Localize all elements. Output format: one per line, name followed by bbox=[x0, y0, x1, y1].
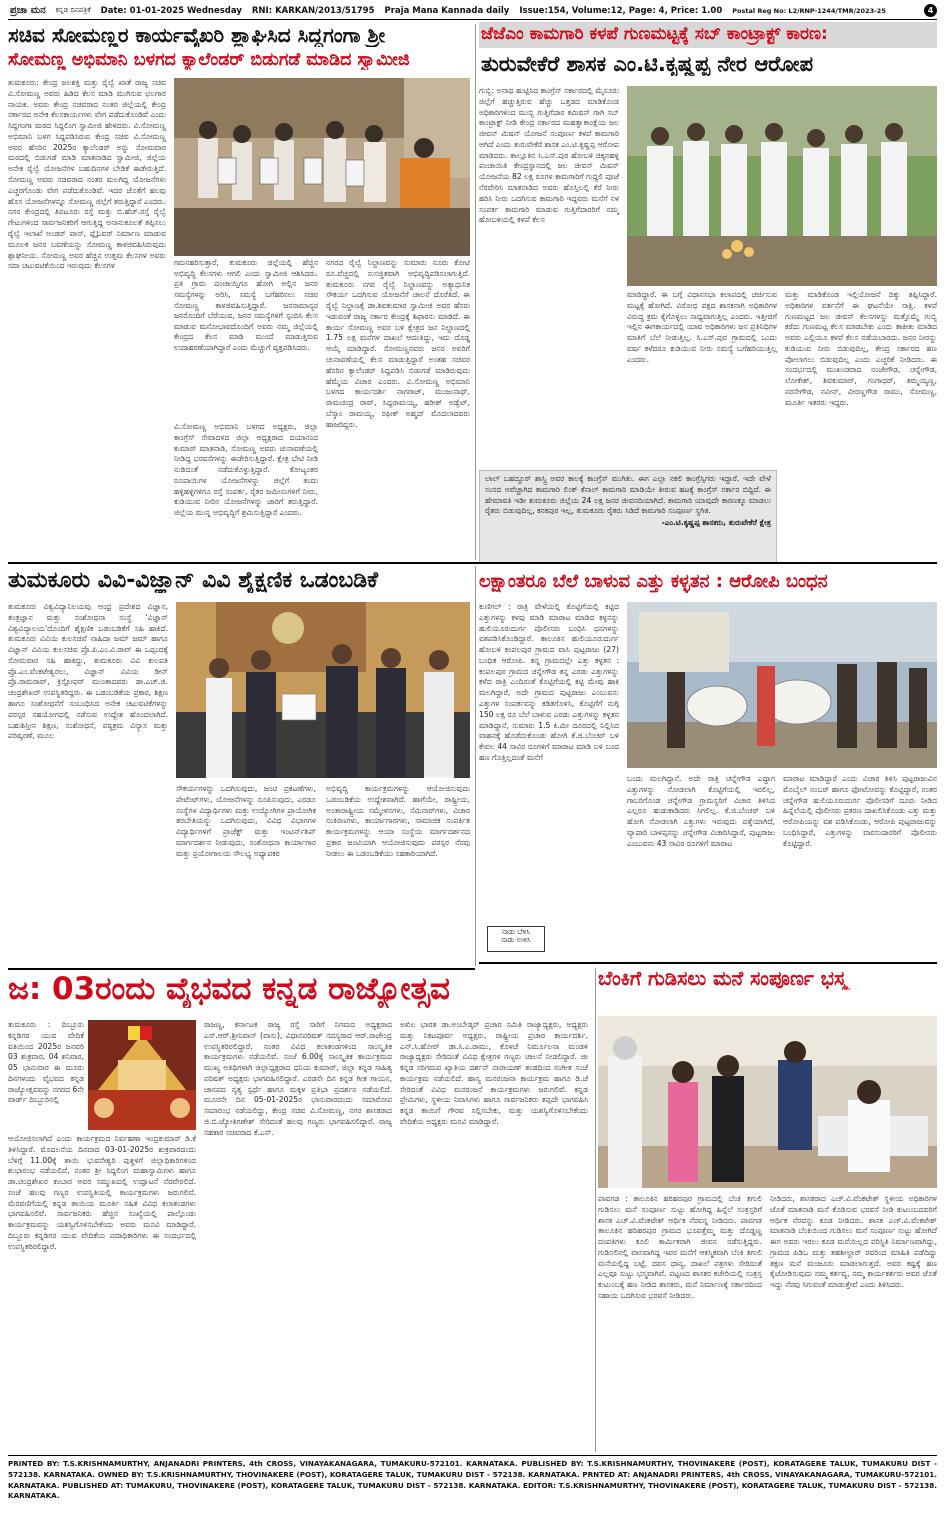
photo-caption: ಗಮನಹರಿಸುತ್ತಾರೆ, ತುಮಕೂರು ಜಿಲ್ಲೆಯಲ್ಲಿ ಹೆಚ್ಚಿನ ಅಭಿವೃದ್ಧಿ ಕೆಲಸಗಳು ಆಗಲಿ ಎಂದು ಸ್ವಾಮೀಜಿ ಆಶಿಸಿದರು. ಪ್ರತಿ ಗ್ರಾಮ ಪಂಚಾಯ್ತಿಗೂ ಹೋಗಿ ಅಲ್ಲಿನ ಜನರ ಸಮಸ್ಯೆಗಳನ್ನು ಅರಿಸಿ, ಸಮಸ್ಯೆ ಬಗೆಹರಿಸಲು ಸಚಿವ ಸೋಮಣ್ಣ ಕಾಳಜಿವಹಿಸುತ್ತಿದ್ದಾರೆ. ಜನಸಾಮಾನ್ಯರ ಜನರೊಂದಿಗೆ ಬೆರೆಯುವ, ಜನರ ಸಮಸ್ಯೆಗಳಿಗೆ ಸ್ಪಂದಿಸಿ ಕೆಲಸ ಮಾಡುವ ಮನೋಭಾವದೊಂದಿಗೆ ಅವರು ನಮ್ಮ ಜಿಲ್ಲೆಯಲ್ಲಿ ಕೇಂದ್ರದ ಕೆಲಸ ಮಾಡಿ ಮುಂದೆ ಮಾಡುತ್ತಿರುವ ಉದಾಹರಣೆಯಾಗಿದ್ದಾರೆ ಎಂದು ಮೆಚ್ಚುಗೆ ವ್ಯಕ್ತಪಡಿಸಿದರು. bbox=[174, 258, 318, 353]
story-column: ನಗರದ ರೈಲ್ವೆ ನಿಲ್ದಾಣವನ್ನು ಸುಮಾರು ನೂರು ಕೋಟಿ ರೂ.ವೆಚ್ಚದಲ್ಲಿ ಸುಸಜ್ಜಿತವಾಗಿ ಅಭಿವೃದ್ಧಿಪಡಿಸಲಾಗುತ್ತಿದೆ. ತುಮಕೂರು ನಗರ ರೈಲ್ವೆ ನಿಲ್ದಾಣವನ್ನು ಅತ್ಯಾಧುನಿಕ ಸೌಕರ್ಯ ಒದಗಿಸುವ ಯೋಜನೆಗೆ ಚಾಲನೆ ದೊರೆತಿದೆ. ಈ ರೈಲ್ವೆ ನಿಲ್ದಾಣಕ್ಕೆ ಡಾ.ಶಿವಕುಮಾರ ಸ್ವಾಮೀಜಿ ಅವರ ಹೆಸರು ಇಡುವಂತೆ ರಾಜ್ಯ ಸರ್ಕಾರ ಕೇಂದ್ರಕ್ಕೆ ಶಿಫಾರಸು ಮಾಡಿದೆ. ಈ ಕಾರ್ಯ ಸೋಮಣ್ಣ ಅವರ ಬಳಿ ಕ್ಷೇತ್ರದ ಜನ ನಿಲ್ದಾಣದಲ್ಲಿ 1.75 ಲಕ್ಷ ಮನೆಗಳ ದಾಖಲೆ ಆದಂತಿದ್ದು, ಇದು ದೊಡ್ಡ ಆಯ್ಕೆ ಮಾಡಿದ್ದಾರೆ. ಸೋಮಣ್ಣನವರು ಜನರ ಅವರಿಗೆ ಚುನಾವಣೆಯಲ್ಲಿ ಕೆಲಸ ಮಾಡುತ್ತಿದ್ದಾರೆ ಅಂತಹ ಸಚಿವರ ಹೆಸರಿನ ಕ್ಯಾಲೆಂಡರ್ ಸಿದ್ದಪಡಿಸಿ ಬಿಡುಗಡೆ ಮಾಡಿರುವುದು ಹೆಮ್ಮೆಯ ವಿಚಾರ ಎಂದರು. ವಿ.ಸೋಮಣ್ಣ ಅಭಿಮಾನಿ ಬಳಗದ ಕಾರ್ಯದರ್ಶಿ ನಾಗರಾಜ್, ಮಂಜುನಾಥ್, ರಾಮಚಂದ್ರ ರಾವ್, ಸಿದ್ದರಾಮಯ್ಯ, ಹರೀಶ್ ಅಡ್ವೆಟ್, ಬೆಸ್ಕಾಂ ರಾಮಯ್ಯ, ರಫೀಕ್ ಅಹ್ಮದ್ ಮೊದಲಾದವರು ಹಾಜರಿದ್ದರು. bbox=[326, 258, 470, 429]
slogan-box bbox=[487, 926, 545, 952]
story-somanna-calendar bbox=[8, 22, 470, 560]
column-divider bbox=[475, 24, 476, 560]
mou-signing-photo bbox=[176, 602, 470, 778]
story-column: ಸೌಕರ್ಯಗಳನ್ನು ಒದಗಿಸುವುದು, ಜಂಟಿ ಪ್ರಕಟಣೆಗಳು, ಪೇಟೆಂಟ್‌ಗಳು, ಯೋಜನೆಗಳನ್ನು ರೂಪಿಸುವುದು, ಎರಡೂ ಸಂಸ್ಥೆಗಳ ವಿದ್ಯಾರ್ಥಿಗಳು ಮತ್ತು ಉದ್ಯೋಗಿಗಳ ಪ್ರಾಯೋಗಿಕ ತರಬೇತಿಯನ್ನು ಒದಗಿಸುವುದು, ವಿವಿಧ ವಿಭಾಗಗಳ ವಿದ್ಯಾರ್ಥಿಗಳಿಗೆ ಪ್ರಾಜೆಕ್ಟ್ ಮತ್ತು ಇಂಟರ್ನ್‌ಶಿಪ್ ಮಾರ್ಗದರ್ಶನ ನೀಡುವುದು, ಸಂಶೋಧನಾ ಕಾರ್ಯಾಗಾರ ಮತ್ತು ಪ್ರಯೋಗಾಲಯ ಸೌಲಭ್ಯ ಅಧ್ಯಾಪಕರ bbox=[176, 784, 316, 858]
hut-fire-relief-photo bbox=[598, 1016, 937, 1188]
quote-text: ಲಾಲ್ ಬಹದ್ದೂರ್ ಶಾಸ್ತ್ರಿ ಅವರ ಕಾಲಕ್ಕೆ ಕಾಂಗ್ರೆಸ್ ಮುಗಿತು. ಈಗ ಎಲ್ಲಾ ನಕಲಿ ಕಾಂಗ್ರೆಸ್ಸಿಗರು ಇದ್ದಾರೆ. ಇದೇ ವೇಳೆ ಸಂಸದ ಅವೆಚ್ಚಾಗಿದ ಕಾಮಗಾರಿ ಲಿಂಕ್ ಕೆನಾಲ್ ಕಾಮಗಾರಿ ಮಾಡಿಯೇ ತೀರುವ ಹಟಕ್ಕೆ ಕಾಂಗ್ರೆಸ್ ಸರ್ಕಾರ ಬಿದ್ದಿದೆ. ಈ ಹೇಮಾವತಿ ಇಡೀ ತುಮಕೂರು ಜಿಲ್ಲೆಯ 24 ಲಕ್ಷ ಜನರ ಜೀವನದಿಯಾಗಿದೆ. ಕಾಮಗಾರಿ ಯಾವುದೇ ಕಾರಣಕ್ಕೂ ಮಾಡಲು ರೈತರು ಬಿಡುವುದಿಲ್ಲ, ಕನಕಪುರ ಇಲ್ಲ, ತುಮಕೂರು ರೈತರು ಸಿಡಿದೆ ಕಾಮಗಾರಿ ಸಂಪೂರ್ಣ ಸ್ಥಗಿತ. bbox=[485, 474, 771, 516]
story-column: ನೀಡಿದರು, ಶಾಸಕರಾದ ಎಚ್.ವಿ.ವೆಂಕಟೇಶ್ ಸ್ಥಳೀಯ ಅಧಿಕಾರಿಗಳ ಜೊತೆ ಮಾತನಾಡಿ ಮನೆ ಕೊಡಿಸುವ ಭರವಸೆ ನೀಡಿ ಕುಟುಂಬದವರಿಗೆ ಆರ್ಥಿಕ ನೆರವನ್ನು ಕೂಡ ನೀಡಿದರು. ಶಾಸಕ ಎಚ್.ವಿ.ವೆಂಕಟೇಶ್ ಮಾತನಾಡಿ ಬೆಂಕಿಯಿಂದ ಗುಡಿಸಲು ಮನೆ ಸಂಪೂರ್ಣ ಸುಟ್ಟು ಹೋಗಿದೆ ಈಗ ಅವರು ಇರಲು ಕೂಡ ಮನೆಯಿಲ್ಲದ ಪರಿಸ್ಥಿತಿ ನಿರ್ಮಾಣವಾಗಿದ್ದು, ಗ್ರಾಮದ ಪಿಡಿಒ ಮತ್ತು ತಹಶೀಲ್ದಾರ್ ರವರಿಂದ ಮಾಹಿತಿ ಪಡೆದಿದ್ದು ತಕ್ಷಣ ಮನೆ ಮಂಜೂರು ಮಾಡಲಾಗುತ್ತದೆ. ಅವರ ಕಷ್ಟಕ್ಕೆ ಹಣ ಕೈಜೋಡಿಸುವುದು ನಮ್ಮ ಕರ್ತವ್ಯ, ನಮ್ಮ ಕಾರ್ಯಕರ್ತರು ಅವರ ಜೊತೆ ಇದ್ದು ನೆರವು ಸಿಗುವಂತೆ ಮಾಡುತ್ತೇವೆ ಎಂದು ತಿಳಿಸಿದರು. bbox=[770, 1194, 937, 1290]
quote-box bbox=[479, 470, 777, 564]
slogan-text: ನಾಡು ಬೆಳಿಸಿ ನಾಡು ಉಳಿಸಿ bbox=[501, 928, 531, 945]
story-column: ಬಂದು ಮಲಗಿದ್ದಾನೆ. ಅದೇ ರಾತ್ರಿ ಚನ್ನೇಗೌಡ ಎದ್ದಾಗ ಎತ್ತುಗಳನ್ನು ನೋಡಲಾಗಿ ಕೊಟ್ಟಿಗೆಯಲ್ಲಿ ಇರಲಿಲ್ಲ, ಗಾಬರಿಗೊಂಡ ಚನ್ನೇಗೌಡ ಗ್ರಾಮಸ್ಥರಿಗೆ ವಿಚಾರ ತಿಳಿಸಿದ ಎಲ್ಲರೂ ಹುಡುಕಾಡಿದರು ಸಿಗಲಿಲ್ಲ. ಕೆ.ಜಿ.ಬೆಂಚರ್ ಬಳಿ ಹೋಗಿ ನೋಡಲಾಗಿ ಎತ್ತುಗಳು ಇರುವುದು ಪತ್ತೆಯಾಗಿದೆ, ವ್ಯಾಪಾರಿ ಬಾಳಪ್ಪನನ್ನು ಚನ್ನೇಗೌಡ ವಿಚಾರಿಸಿದ್ದಾರೆ, ಪುಟ್ಟರಾಜು ಎಂಬುವನು 43 ಸಾವಿರ ರೂಗಳಿಗೆ ಮಾರಾಟ bbox=[627, 774, 775, 848]
story-column: ಮಾಡಿದ್ದಾರೆ. ಈ ಬಗ್ಗೆ ವಿಧಾನಸಭಾ ಕಲಾಪದಲ್ಲಿ ಚರ್ಚಿಸುವ ಮಟ್ಟಕ್ಕೆ ಹೋಗಿದೆ. ವಿರೋಧ ಪಕ್ಷದ ಶಾಸಕನಾಗಿ ಅಧಿಕಾರಿಗಳ ವಿರುದ್ಧ ಕ್ರಮ ಕೈಗೊಳ್ಳಲು ಸಾಧ್ಯವಾಗುತ್ತಿಲ್ಲ ಎಂದರು. ಇತ್ತೀಚಿಗೆ ಇಲ್ಲಿನ ಈಗಕಾರ್ಯದಲ್ಲಿ ಯಾವ ಅಧಿಕಾರಿಗಳು ಜನ ಪ್ರತಿನಿಧಿಗಳ ಮಾತಿಗೆ ಬೆಲೆ ನೀಡುತ್ತಿಲ್ಲ. ಸಿ.ಎಸ್.ಪುರ ಗ್ರಾಮದಲ್ಲಿ ಒಂದು ವರ್ಷ ಕಳೆದರೂ ಕುಡಿಯುವ ನೀರು ಸಮಸ್ಯೆ ಬಗೆಹರಿಯುತ್ತಿಲ್ಲ ಎಂದರು. bbox=[627, 290, 777, 364]
story-column: ಮತ್ತು ಮಾಡಿಕೊಂಡ ಇಲ್ಲಿಯೋಜನೆ ದಿಕ್ಕು ತಪ್ಪಿಸಿದ್ದಾರೆ. ಅಧಿಕಾರಿಗಳ ವರ್ತನೆಗೆ ಈ ಘಟನೆಯೇ ಸಾಕ್ಷಿ. ಕಳಪೆ ಗುಣಮಟ್ಟದ ಜಲ ಜೀವನ್ ಕೆಲಸಗಳನ್ನು ಮತ್ತೊಮ್ಮೆ ಗುಬ್ಬಿ ಕರೆದು ಗುಣಮಟ್ಟ ಕೆಲಸ ಮಾಡಬೇಕು ಎಂದು ತಾಕೀತು ಮಾಡಿದ ಅವರು ಎಲ್ಲಿಯೂ ಕಳಪೆ ಕೆಲಸ ನಡೆಯಬಾರದು. ಜನರ ನೀರನ್ನು ಕುಡಿಯುವ ನೀರು ಬಿಡುವುದಿಲ್ಲ, ಕೇಂದ್ರ ಸರ್ಕಾರದ ಹಣ ಪೋಲಾಗಲು ಬಿಡುವುದಿಲ್ಲ ಎಂದು ಎಚ್ಚರಿಕೆ ನೀಡಿದರು. ಈ ಸಂದರ್ಭದಲ್ಲಿ ಮುಖಂಡರಾದ ನಂಜೇಗೌಡ, ಚನ್ನೇಗೌಡ, ಲೋಕೇಶ್, ಶಿವಕುಮಾರ್, ಗಂಗಾಧರ್, ತಮ್ಮಯ್ಯಣ್ಣ, ನರಸೇಗೌಡ, ನವೀನ್, ವೀರಣ್ಣಗೌಡ ರಾಮು, ಸೋಮಣ್ಣ, ಮೂರ್ತಿ ಇತರರು ಇದ್ದರು. bbox=[785, 290, 937, 407]
paper-logo: ಪ್ರಜಾ ಮನ bbox=[10, 5, 46, 16]
story-column: ತುಮಕೂರು ವಿಶ್ವವಿದ್ಯಾನಿಲಯವು ಆಂಧ್ರ ಪ್ರದೇಶದ ವಿಜ್ಞಾನ, ತಂತ್ರಜ್ಞಾನ ಮತ್ತು ಸಂಶೋಧನಾ ಸಂಸ್ಥೆ 'ವಿಜ್ಞಾನ್ ವಿಶ್ವವಿದ್ಯಾಲಯ'ದೊಂದಿಗೆ ಶೈಕ್ಷಣಿಕ ಒಡಂಬಡಿಕೆಗೆ ಸಹಿ ಹಾಕಿದೆ. ತುಮಕೂರು ವಿವಿಯ ಕುಲಸಚಿವೆ ನಾಹಿದಾ ಜಮ್ ಜಮ್ ಹಾಗೂ ವಿಜ್ಞಾನ್ ವಿವಿಯ ಕುಲಸಚಿವ ಪ್ರೊ.ಪಿ.ಎಂ.ವಿ.ರಾವ್ ಈ ಒಪ್ಪಂದಕ್ಕೆ ಸೋಮವಾರ ಸಹಿ ಹಾಕಿದ್ದು, ತುಮಕೂರು ವಿವಿ ಕುಲಪತಿ ಪ್ರೊ.ಎಂ.ವೆಂಕಟೇಶ್ವರಲು, ವಿಜ್ಞಾನ್ ವಿವಿಯ ಡೀನ್ ಪ್ರೊ.ರಾಮರಾವ್, ಕ್ರಿಸ್ಟೋಫರ್ ಮುಂತಾದವರು ಡಾ.ಎಚ್.ಜಿ. ಚಂದ್ರಶೇಖರ್ ಉಪಸ್ಥಿತರಿದ್ದರು. ಈ ಒಡಂಬಡಿಕೆಯ ಪ್ರಕಾರ, ಶಿಕ್ಷಣ ಹಾಗೂ ಸಂಶೋಧನೆಗೆ ಸಂಬಂಧಿಸಿದ ಅನೇಕ ಚಟುವಟಿಕೆಗಳನ್ನು ಪರಸ್ಪರ ಸಹಯೋಗದಲ್ಲಿ ನಡೆಸುವ ಉದ್ದೇಶ ಹೊಂದಲಾಗಿದೆ. ಬಹುಶಿಸ್ತೀನ ಶಿಕ್ಷಣ, ಸಂಶೋಧನೆ, ಪಠ್ಯಕ್ರಮ ವಿನ್ಯಾಸ ಮತ್ತು ಪರಿಷ್ಕರಣೆ, ಮೂಲ bbox=[8, 602, 168, 741]
story-column: ತುಮಕೂರು: ಕೇಂದ್ರ ಜಲಶಕ್ತಿ ಮತ್ತು ರೈಲ್ವೆ ಖಾತೆ ರಾಜ್ಯ ಸಚಿವ ವಿ.ಸೋಮಣ್ಣ ಅವರು ಹಿಡಿದ ಕೆಲಸ ಮಾಡಿ ಮುಗಿಸುವ ಛಲಗಾರ ನಾಯಕ. ಅವರು ಕೇಂದ್ರ ಸಚಿವರಾದ ನಂತರ ಜಿಲ್ಲೆಯಲ್ಲಿ ಕೇಂದ್ರ ಸರ್ಕಾರದ ಅನೇಕ ಕೆಲಸಕಾರ್ಯಗಳು ವೇಗ ಪಡೆದುಕೊಂಡಿವೆ ಎಂದು ಸಿದ್ದಗಂಗಾ ಮಠದ ಸಿದ್ದಲಿಂಗ ಸ್ವಾಮೀಜಿ ಹೇಳಿದರು. ವಿ.ಸೋಮಣ್ಣ ಅಭಿಮಾನಿ ಬಳಗ ಸಿದ್ದಪಡಿಸಿರುವ ಕೇಂದ್ರ ಸಚಿವ ವಿ.ಸೋಮಣ್ಣ ಅವರ ಹೆಸರಿನ 2025ರ ಕ್ಯಾಲೆಂಡರ್ ಅನ್ನು ಸೋಮವಾರ ಮಠದಲ್ಲಿ ಬಿಡುಗಡೆ ಮಾಡಿ ಮಾತನಾಡಿದ ಸ್ವಾಮೀಜಿ, ಜಿಲ್ಲೆಯ ಅನೇಕ ರೈಲ್ವೆ ಯೋಜನೆಗಳ ಬಹುದಿನಗಳ ಬೇಡಿಕೆ ಈಡೇರುತ್ತಿದೆ. ಸೋಮಣ್ಣ ಅವರು ಸಚಿವರಾದ ನಂತರ ಮಲಗಿದ್ದ ಯೋಜನೆಗಳು ಎಚ್ಚರಗೊಂಡು ವೇಗ ಪಡೆದುಕೊಂಡಿವೆ. ಇದರ ಜೊತೆಗೆ ಹಲವು ಹೊಸ ಯೋಜನೆಗಳನ್ನೂ ಸೋಮಣ್ಣ ಜಿಲ್ಲೆಗೆ ತರುತ್ತಿದ್ದಾರೆ ಎಂದರು. ನಗರ ಕೇಂದ್ರದಲ್ಲಿ ತಿಪಟೂರು ರಸ್ತೆ ಮತ್ತು ಬಿ.ಹೆಚ್.ರಸ್ತೆ ರೈಲ್ವೆ ಗೇಟುಗಳಿಂದ ಸಾರ್ವಜನಿಕರಿಗೆ ಆಗುತ್ತಿದ್ದ ಅನಾನುಕೂಲತೆ ತಪ್ಪಿಸಲು ರೈಲ್ವೆ ಇಲಾಖೆ ಅಂಡರ್ ಪಾಸ್, ಫ್ಲೈಓವರ್ ನಿರ್ಮಾಣ ಮಾಡುವ ಮೂಲಕ ಜನರ ಬವಣೆಯನ್ನು ಸೋಮಣ್ಣ ಕಾಳಜಿವಹಿಸಿರುವುದು ಶ್ಲಾಘನೀಯ. ಸೋಮಣ್ಣ ಅವರ ಹೆಚ್ಚಿನ ಉತ್ತಮ ಕೆಲಸಗಳ ಅವರು ಸದಾ ಚಟುವಟಿಕೆಯಿಂದ ಇರುವುದು ಕೆಲಸಗಳ bbox=[8, 78, 166, 271]
story-jjm-contract bbox=[479, 22, 937, 566]
story-column: ಗುಬ್ಬಿ: ಅನಾಥ ಹುಟ್ಟಿಸಿದ ಕಾಂಗ್ರೆಸ್ ಸರ್ಕಾರದಲ್ಲಿ ಮೈಸೂರು ಜಿಲ್ಲೆಗೆ ಹಚ್ಚುತ್ತಿರುವ ಹೆಚ್ಚು ಒತ್ತಡದ ಮಾಡಿಕೊಂಡ ಅಧಿಕಾರಿಗಳಿಂದ ಮುಬ್ಬಿ ಗುತ್ತಿಗೆದಾರ ಕಮಿಷನ್ ಗಾಗಿ ಸಬ್ ಕಾಂಟ್ರಾಕ್ಟ್ ನೀಡಿ ಕೇಂದ್ರ ಸರ್ಕಾರದ ಮಹತ್ವಾಕಾಂಕ್ಷೆಯ ಜಲ ಜೀವನ್ ಮಿಷನ್ ಯೋಜನೆ ಸಂಪೂರ್ಣ ಕಳಪೆ ಕಾಮಗಾರಿ ಆಗಿದೆ ಎಂದು ತುರುವೇಕೆರೆ ಶಾಸಕ ಎಂ.ಟಿ.ಕೃಷ್ಣಪ್ಪ ಆರೋಪ ಮಾಡಿದರು. ತಾಲ್ಲೂಕಿನ ಸಿ.ಎಸ್.ಪುರ ಹೋಬಳಿ ಚಿಕ್ಕನಹಳ್ಳಿ ಪಂಚಾಯಿತಿ ಕೇಂದ್ರಸ್ಥಾನದಲ್ಲಿ ಜಲ ಜೀವನ್ ಮಿಷನ್ ಯೋಜನೆಯ 82 ಲಕ್ಷ ರೂಗಳ ಕಾಮಗಾರಿಗೆ ಗುದ್ದಲಿ ಪೂಜೆ ನೆರವೇರಿಸಿ ಮಾತನಾಡಿದ ಅವರು ಹೊಸ್ತಿಲಲ್ಲಿ ಕೆರೆ ನೀರು ಹರಿಸಿ ನೀರು ಒದಗಿಸುವ ಕಾಮಗಾರಿ ಇದ್ದವರು ಮನೆಗೆ ನಳ ಸಂಪರ್ಕ ಕಾಮಗಾರಿ ಮಾಡುವ ಗುತ್ತಿಗೆದಾರರಿಗೆ ನಮ್ಮ ಹೋಬಳಿಯಲ್ಲಿ ಕಳಪೆ ಕೆಲಸ bbox=[479, 86, 619, 225]
headline: ಲಕ್ಷಾಂತರೂ ಬೆಲೆ ಬಾಳುವ ಎತ್ತು ಕಳ್ಳತನ : ಆರೋಪಿ ಬಂಧನ bbox=[479, 572, 828, 592]
story-column: ಅಖಿಲ ಭಾರತ ಡಾ.ಅಂಬೇಡ್ಕರ್ ಪ್ರಚಾರ ಸಮಿತಿ ರಾಜ್ಯಾಧ್ಯಕ್ಷರು, ಅಧ್ಯಕ್ಷರು ಮತ್ತು ನಿಕಟಪೂರ್ವ ಅಧ್ಯಕ್ಷರು, ರಾಷ್ಟ್ರೀಯ ಪ್ರಚಾರ ಕಾರ್ಯದರ್ಶಿ, ಎನ್.ಸಿ.ಹೋರ್ ಡಾ.ಸಿ.ಎ.ರಾಮು, ಕೊಳಚೆ ನಿರ್ಮೂಲನಾ ಮಂಡಳಿ ರಾಜ್ಯಾಧ್ಯಕ್ಷರು ಸೇರಿದಂತೆ ವಿವಿಧ ಕ್ಷೇತ್ರಗಳ ಗಣ್ಯರು ಚಾಲನೆ ನೀಡಲಿದ್ದಾರೆ. ಜೀ ಕನ್ನಡ ಸರಿಗಮಪ ಖ್ಯಾತಿಯ ದರ್ಶನ್ ನಾರಾಯಣ್ ತಂಡದಿಂದ ಸಂಗೀತ ಸಂಜೆ ಕಾರ್ಯಕ್ರಮ ನಡೆಯಲಿದೆ. ಹಾಸ್ಯ ಮನರಂಜನಾ ಕಾರ್ಯಕ್ರಮ ಹಾಗೂ ಡಿ.ಜೆ ಸೇರಿದಂತೆ ವಿವಿಧ ಮನರಂಜನೆ ಕಾರ್ಯಕ್ರಮಗಳು ಜರುಗಲಿವೆ. ಕನ್ನಡ ಪ್ರೇಮಿಗಳು, ಸ್ಥಳೀಯ ನಿವಾಸಿಗಳು ಹಾಗೂ ಸಾರ್ವಜನಿಕರು ತಪ್ಪದೇ ಭಾಗವಹಿಸಿ ಕನ್ನಡ ತಾಯಿಗೆ ಗೌರವ ಸಲ್ಲಿಸಬೇಕು, ಮತ್ತು ಯಶಸ್ವಿಗೊಳಿಸಬೇಕೆಂದು ವೇದಿಕೆಯ ಅಧ್ಯಕ್ಷರು ಮನವಿ ಮಾಡಿದ್ದಾರೆ. bbox=[400, 1020, 588, 1127]
headline: ತುಮಕೂರು ವಿವಿ-ವಿಜ್ಞಾನ್ ವಿವಿ ಶೈಕ್ಷಣಿಕ ಒಡಂಬಡಿಕೆ bbox=[8, 568, 378, 593]
headline: ಜೆಜೆಎಂ ಕಾಮಗಾರಿ ಕಳಪೆ ಗುಣಮಟ್ಟಕ್ಕೆ ಸಬ್ ಕಾಂಟ್ರಾಕ್ಟ್ ಕಾರಣ: bbox=[481, 25, 828, 44]
story-university-mou bbox=[8, 566, 470, 966]
page-number: 4 bbox=[924, 4, 937, 17]
postal-reg: Postal Reg No: L2/RNP-1244/TMR/2023-25 bbox=[732, 6, 886, 15]
imprint-footer: PRINTED BY: T.S.KRISHNAMURTHY, ANJANADRI PRINTERS, 4th CROSS, VINAYAKANAGARA, TUMAKURU-572101. KARNATAKA. PUBLISHED BY: T.S.KRISHNAMURTHY, THOVINAKERE (POST), KORATAGERE TALUK, TUMAKURU DIST - 572138. KARNATAKA. OWNED BY: T.S.KRISHNAMURTHY, THOVINAKERE (POST), KORATAGERE TALUK, TUMAKURU DIST - 572138. KARNATAKA. PRNTED AT: ANJANADRI PRINTERS, 4th CROSS, VINAYAKANAGARA, TUMAKURU-572101. KARNATAKA. PUBLISHED AT: TUMAKURU, THOVINAKERE (POST), KORATAGERE TALUK, TUMAKURU DIST - 572138. KARNATAKA. EDITOR: T.S.KRISHNAMURTHY, THOVINAKERE (POST), KORATAGERE TALUK, TUMAKURU DIST - 572138. KARNATAKA. bbox=[8, 1455, 937, 1513]
story-bull-theft bbox=[479, 570, 937, 960]
story-column: ರಾಜಣ್ಣ, ಕರ್ನಾಟಕ ರಾಜ್ಯ ರಸ್ತೆ ಸಾರಿಗೆ ನಿಗಮದ ಅಧ್ಯಕ್ಷರಾದ ಎಸ್.ಆರ್.ಶ್ರೀನಿವಾಸ್ (ವಾಸು), ವಿಧಾನಪರಿಷತ್ ಸದಸ್ಯರಾದ ಆರ್.ರಾಜೇಂದ್ರ ಉಪಸ್ಥಿತರಿರಲಿದ್ದಾರೆ. ನಂತರ ವಿವಿಧ ಕಲಾತಂಡಗಳಿಂದ ಸಾಂಸ್ಕೃತಿಕ ಕಾರ್ಯಕ್ರಮಗಳು ನಡೆಯಲಿವೆ. ಸಂಜೆ 6.00ಕ್ಕೆ ಸಾಂಸ್ಕೃತಿಕ ಕಾರ್ಯಕ್ರಮದ ಮುಖ್ಯ ಅತಿಥಿಗಳಾಗಿ ಜಿಲ್ಲಾಧ್ಯಕ್ಷರಾದ ಧನಿಯ ಕುಮಾರ್, ಜಿಲ್ಲಾ ಕನ್ನಡ ಸಾಹಿತ್ಯ ಪರಿಷತ್ ಅಧ್ಯಕ್ಷರು ಭಾಗವಹಿಸಲಿದ್ದಾರೆ. ಎರಡನೇ ದಿನ ಕನ್ನಡ ಗೀತ ಗಾಯನ, ಜಾನಪದ ನೃತ್ಯ ಸ್ಪರ್ಧೆ ಹಾಗೂ ಮಕ್ಕಳ ಪ್ರತಿಭಾ ಪ್ರದರ್ಶನ ನಡೆಯಲಿದೆ. ಮೂರನೇ ದಿನ 05-01-2025ರ ಭಾನುವಾರದಂದು ಸಮಾರೋಪ ಸಮಾರಂಭ ನಡೆಯಲಿದ್ದು, ಕೇಂದ್ರ ಸಚಿವ ವಿ.ಸೋಮಣ್ಣ, ನಗರ ಶಾಸಕರಾದ ಜಿ.ಬಿ.ಜ್ಯೋತಿಗಣೇಶ್ ಸೇರಿದಂತೆ ಹಲವು ಗಣ್ಯರು ಭಾಗವಹಿಸಲಿದ್ದಾರೆ. ರಾಜ್ಯ ಸಹಕಾರ ಸಚಿವರಾದ ಕೆ.ಎನ್. bbox=[204, 1020, 392, 1137]
story-rajyotsava bbox=[8, 972, 592, 1452]
subheadline: ತುರುವೇಕೆರೆ ಶಾಸಕ ಎಂ.ಟಿ.ಕೃಷ್ಣಪ್ಪ ನೇರ ಆರೋಪ bbox=[481, 52, 814, 76]
story-column: ಮಾರಾಟ ಮಾಡಿದ್ದಾರೆ ಎಂದು ವಿಚಾರ ತಿಳಿಸಿ ಪುಟ್ಟರಾಜುವಿನ ಮೊಬೈಲ್ ನಂಬರ್ ಹಾಗೂ ಫೋಟೋವನ್ನು ಕೊಟ್ಟಿದ್ದಾರೆ, ನಂತರ ಚನ್ನೇಗೌಡ ಹುಲಿಯೂರುದುರ್ಗ ಪೊಲೀಸರಿಗೆ ದೂರು ನೀಡಿದ ಹಿನ್ನೆಲೆಯಲ್ಲಿ ಪೊಲೀಸರು ಪ್ರಕರಣ ದಾಖಲಿಸಿಕೊಂಡು ಎತ್ತು ಮತ್ತು ಆರೋಪಿಯನ್ನು ವಶ ಪಡಿಸಿಕೊಂಡು, ಆರೋಪಿ ಪುಟ್ಟರಾಜುವನ್ನು ಬಂಧಿಸಿದ್ದಾರೆ, ಎತ್ತುಗಳನ್ನು ವಾರಸುದಾರರಿಗೆ ಪೊಲೀಸರು ಕೊಟ್ಟಿದ್ದಾರೆ. bbox=[783, 774, 937, 848]
column-divider bbox=[475, 566, 476, 966]
headline: ಸಚಿವ ಸೋಮಣ್ಣರ ಕಾರ್ಯವೈಖರಿ ಶ್ಲಾಘಿಸಿದ ಸಿದ್ದಗಂಗಾ ಶ್ರೀ bbox=[8, 24, 386, 47]
issue-date: Date: 01-01-2025 Wednesday bbox=[100, 5, 242, 16]
column-divider bbox=[595, 968, 596, 1452]
story-column: ತುಮಕೂರು : ದಿಬ್ಬೂರು ಕನ್ನಡಿಗರ ಯುವ ವೇದಿಕೆ ವತಿಯಿಂದ 2025ರ ಜನವರಿ 03 ಶುಕ್ರವಾರ, 04 ಶನಿವಾರ, 05 ಭಾನುವಾರ ಈ ಮೂರು ದಿನಗಳಂದು ವೈಭವದ ಕನ್ನಡ ರಾಜ್ಯೋತ್ಸವವನ್ನು ನಗರದ 6ನೇ ವಾರ್ಡ್ ದಿಬ್ಬೂರಿನಲ್ಲಿ bbox=[8, 1020, 84, 1105]
story-column: ಕುಣಿಗಲ್ : ರಾತ್ರಿ ವೇಳೆಯಲ್ಲಿ ಕೊಟ್ಟಿಗೆಯಲ್ಲಿ ಕಟ್ಟಿದ ಎತ್ತುಗಳನ್ನು ಕಳವು ಮಾಡಿ ಮಾರಾಟ ಮಾಡಿದ ಕಳ್ಳನನ್ನು ಹುಲಿಯೂರುದುರ್ಗ ಪೊಲೀಸರು ಬಂಧಿಸಿ ಧನಗಳನ್ನು ವಶಪಡಿಸಿಕೊಂಡಿದ್ದಾರೆ. ತಾಲೂಕಿನ ಹುಲಿಯೂರುದುರ್ಗ ಹೋಬಳಿ ಕಂಪಲಪುರ ಗ್ರಾಮದ ವಾಸಿ ಪುಟ್ಟರಾಜು (27) ಬಂಧಿತ ಆರೋಪಿ. ತನ್ನ ಗ್ರಾಮದಲ್ಲೇ ಎತ್ತು ಕಳ್ಳತನ : ಕಂಪಲಪುರ ಗ್ರಾಮದ ಚನ್ನೇಗೌಡ ತನ್ನ ಎರಡು ಎತ್ತುಗಳನ್ನು ಕಳೆದ ರಾತ್ರಿ ಎಂದಿನಂತೆ ಕೊಟ್ಟಿಗೆಯಲ್ಲಿ ಕಟ್ಟಿ ಮೇವು ಹಾಕಿ ಮಲಗಿದ್ದಾರೆ, ಅದೇ ಗ್ರಾಮದ ಪುಟ್ಟರಾಜು ಎಂಬುವನು ಎತ್ತುಗಳ ಸಂಪರ್ಕವನ್ನು ಕಡಿತಗೊಳಿಸಿ, ಕೊಟ್ಟಿಗೆಗೆ ನುಗ್ಗಿ 150 ಲಕ್ಷ ರೂ ಬೆಲೆ ಬಾಳುವ ಎರಡು ಎತ್ತುಗಳನ್ನು ಕಳ್ಳತನ ಮಾಡಿದ್ದಾನೆ, ಸುಮಾರು 1.5 ಕಿ.ಮೀ ದೂರದಲ್ಲಿ ನಿಲ್ಲಿಸಿದ ವಾಹನಕ್ಕೆ ಹೊಡೆದುಕೊಂಡು ಹೋಗಿ ಕೆ.ಜಿ.ಬೆಂಚರ್ ಬಳಿ ಕೇವಲ 44 ಸಾವಿರ ರೂಗಳಿಗೆ ಮಾರಾಟ ಮಾಡಿ ಬಳಿ ಬಂದ ಹಣ ಗೊತ್ತಿಲ್ಲದಂತೆ ಮನೆಗೆ bbox=[479, 602, 619, 762]
rni-number: RNI: KARKAN/2013/51795 bbox=[251, 5, 375, 16]
headline: ಜ: 03ರಂದು ವೈಭವದ ಕನ್ನಡ ರಾಜ್ಯೋತ್ಸವ bbox=[8, 972, 450, 1007]
story-column: ಆಯೋಜಿಸಲಾಗಿದೆ ಎಂದು ಕಾರ್ಯಕ್ರಮದ ನಿರ್ವಹಣಾ ಇಂದ್ರಕುಮಾರ್ ಡಿ.ಕೆ ತಿಳಿಸಿದ್ದಾರೆ. ಮೊದಲನೆಯ ದಿನವಾದ 03-01-2025ರ ಶುಕ್ರವಾರದಂದು ಬೆಳಿಗ್ಗೆ 11.00ಕ್ಕೆ ತಾಯಿ ಭುವನೇಶ್ವರಿ ಪುತ್ಥಳಿಗೆ ಜಿಲ್ಲಾಧಿಕಾರಿಗಳಿಂದ ಶುಭಾರಂಭ ನಡೆಯಲಿದೆ, ನಂತರ ಶ್ರೀ ಸಿದ್ದಲಿಂಗ ಮಹಾಸ್ವಾಮಿಗಳು ಹಾಗೂ ಡಾ.ಚಂದ್ರಶೇಖರ ಕಂಬಾರ ಅವರ ಸಮ್ಮುಖದಲ್ಲಿ ಉದ್ಘಾಟನೆ ನೆರವೇರಲಿದೆ. ಸಂಜೆ ಹಲವು ಗಣ್ಯರ ಉಪಸ್ಥಿತಿಯಲ್ಲಿ ಕಾರ್ಯಕ್ರಮಗಳು ಜರುಗಲಿವೆ. ಮೆರವಣಿಗೆಯಲ್ಲಿ ಕನ್ನಡ ತಾಯಿಯ ಮೂರ್ತಿ ಸಹಿತ ವಿವಿಧ ಕಲಾತಂಡಗಳು ಭಾಗವಹಿಸಲಿವೆ. ಸಾರ್ವಜನಿಕರು ಹೆಚ್ಚಿನ ಸಂಖ್ಯೆಯಲ್ಲಿ ಪಾಲ್ಗೊಂಡು ಕಾರ್ಯಕ್ರಮವನ್ನು ಯಶಸ್ವಿಗೊಳಿಸಬೇಕೆಂದು ಅವರು ಮನವಿ ಮಾಡಿದ್ದಾರೆ. ದಿಬ್ಬೂರು ಕನ್ನಡಿಗರ ಯುವ ವೇದಿಕೆಯ ಪದಾಧಿಕಾರಿಗಳು ಈ ಸಂದರ್ಭದಲ್ಲಿ ಉಪಸ್ಥಿತರಿರಲಿದ್ದಾರೆ. bbox=[8, 1134, 196, 1251]
subheadline: ಸೋಮಣ್ಣ ಅಭಿಮಾನಿ ಬಳಗದ ಕ್ಯಾಲೆಂಡರ್ ಬಿಡುಗಡೆ ಮಾಡಿದ ಸ್ವಾಮೀಜಿ bbox=[8, 50, 410, 70]
section-divider bbox=[8, 562, 937, 564]
section-divider bbox=[479, 962, 937, 964]
story-column: ವಿ.ಸೋಮಣ್ಣ ಅಭಿಮಾನಿ ಬಳಗದ ಅಧ್ಯಕ್ಷರು, ಜಿಲ್ಲಾ ಕಾಂಗ್ರೆಸ್ ಸೇವಾದಳದ ಜಿಲ್ಲಾ ಅಧ್ಯಕ್ಷರಾದ ದಯಾನಂದ ಕುಮಾರ್ ಮಾತನಾಡಿ, ಸೋಮಣ್ಣ ಅವರು ಚುನಾವಣೆಯಲ್ಲಿ ನೀಡಿದ್ದ ಭರವಸೆಗಳನ್ನು ಈಡೇರಿಸುತ್ತಿದ್ದಾರೆ. ಕ್ಷೇತ್ರ ಭೇಟಿ ನೀಡಿ ನುಡಿದಂತೆ ನಡೆದುಕೊಳ್ಳುತ್ತಿದ್ದಾರೆ. ಕೋಟ್ಯಂತರ ರೂಪಾಯಿಗಳ ಯೋಜನೆಗಳನ್ನು ಜಿಲ್ಲೆಗೆ ತಂದು ಹಳ್ಳಿಹಳ್ಳಿಗಳಿಗೂ ರಸ್ತೆ ಸಂಪರ್ಕ, ರೈತರ ಜಮೀನುಗಳಿಗೆ ನೀರು, ಕುಡಿಯುವ ನೀರಿನ ಯೋಜನೆಗಳನ್ನು ಜಾರಿಗೆ ತರುತ್ತಿದ್ದಾರೆ. ಜಿಲ್ಲೆಯ ಮುನ್ನ ಅಭಿವೃದ್ಧಿಗೆ ಶ್ರಮಿಸುತ್ತಿದ್ದಾರೆ ಎಂದರು. bbox=[174, 422, 318, 518]
issue-info: Issue:154, Volume:12, Page: 4, Price: 1.00 bbox=[519, 5, 723, 16]
bull-recovery-photo bbox=[627, 602, 937, 768]
story-hut-fire bbox=[598, 966, 937, 1452]
quote-signature: -ಎಂ.ಟಿ.ಕೃಷ್ಣಪ್ಪ ಶಾಸಕರು, ತುರುವೇಕೆರೆ ಕ್ಷೇತ್ರ bbox=[661, 518, 771, 528]
headline: ಬೆಂಕಿಗೆ ಗುಡಿಸಲು ಮನೆ ಸಂಪೂರ್ಣ ಭಸ್ಮ bbox=[598, 968, 847, 990]
section-divider bbox=[8, 968, 475, 970]
jjm-inspection-photo bbox=[627, 86, 937, 286]
rajyotsava-poster bbox=[88, 1020, 196, 1130]
paper-tagline: ಕನ್ನಡ ದಿನಪತ್ರಿಕೆ bbox=[55, 6, 91, 14]
calendar-release-photo bbox=[174, 78, 470, 256]
masthead bbox=[8, 2, 937, 20]
story-column: ಅಭಿವೃದ್ಧಿ ಕಾರ್ಯಕ್ರಮಗಳನ್ನು ಆಯೋಜಿಸುವುದು ಒಡಂಬಡಿಕೆಯ ಉದ್ದೇಶವಾಗಿದೆ. ಹಾಗೆಯೇ, ರಾಷ್ಟ್ರೀಯ, ಅಂತಾರಾಷ್ಟ್ರೀಯ ಸಮ್ಮೇಳನಗಳು, ಸೆಮಿನಾರ್‌ಗಳು, ವಿಚಾರ ಸಂಕಿರಣಗಳು, ಕಾರ್ಯಾಗಾರಗಳು, ಸಾಮಾಜಿಕ ಸಂಪರ್ಕಿತ ಕಾರ್ಯಕ್ರಮಗಳನ್ನು ಆಯಾ ಸಂಸ್ಥೆಯ ಮಾರ್ಗದರ್ಶನದ ಪ್ರಕಾರ ಜಂಟಿಯಾಗಿ ಆಯೋಜಿಸುವುದು ಪರಸ್ಪರ ನೆರವು ನೀಡಲು ಈ ಒಡಂಬಡಿಕೆಯು ಸಹಕಾರಿಯಾಗಿದೆ. bbox=[326, 784, 470, 858]
story-column: ಪಾವಗಡ : ತಾಲೂಕಿನ ಹರಿಹರಪುರ ಗ್ರಾಮದಲ್ಲಿ ಬೆಂಕಿ ತಗುಲಿ ಗುಡಿಸಲು ಮನೆ ಸಂಪೂರ್ಣ ಸುಟ್ಟು ಹೋಗಿದ್ದ ಹಿನ್ನೆಲೆ ಸಂತ್ರಸ್ತರಿಗೆ ಶಾಸಕ ಎಚ್.ವಿ.ವೆಂಕಟೇಶ್ ಆರ್ಥಿಕ ನೆರವನ್ನ ನೀಡಿದರು. ಪಾವಗಡ ತಾಲೂಕಿನ ಹರಿಹರಪುರ ಗ್ರಾಮದ ಭೂಪತ್ತೆಮ್ಮ ಮತ್ತು ದೊಡ್ಡಣ್ಣ ದಂಪತಿಗಳು ಕೂಲಿ ಕಾರ್ಮಿಕರಾಗಿ ಜೀವನ ನಡೆಸುತ್ತಿದ್ದರು. ಗುಡಿಸಲಿನಲ್ಲಿ ವಾಸವಾಗಿದ್ದ ಇವರ ಮನೆಗೆ ಆಕಸ್ಮಿಕವಾಗಿ ಬೆಂಕಿ ತಗುಲಿ ಮನೆಯಲ್ಲಿದ್ದ ಬಟ್ಟೆ, ದವಸ ಧಾನ್ಯ, ದಾಖಲೆ ಪತ್ರಗಳು ಸೇರಿದಂತೆ ಎಲ್ಲವೂ ಸುಟ್ಟು ಭಸ್ಮವಾಗಿವೆ. ಪಟ್ಟಣದ ಶಾಸಕರ ಕಚೇರಿಯಲ್ಲಿ ಸಂತ್ರಸ್ತ ಕುಟುಂಬಕ್ಕೆ ಹಣ ನೀಡಿದ ಶಾಸಕರು, ಮನೆ ನಿರ್ಮಾಣಕ್ಕೆ ಸರ್ಕಾರದಿಂದ ಸಹಾಯ ಒದಗಿಸುವ ಭರವಸೆ ನೀಡಿದರು. bbox=[598, 1194, 762, 1301]
paper-name-english: Praja Mana Kannada daily bbox=[384, 5, 510, 16]
